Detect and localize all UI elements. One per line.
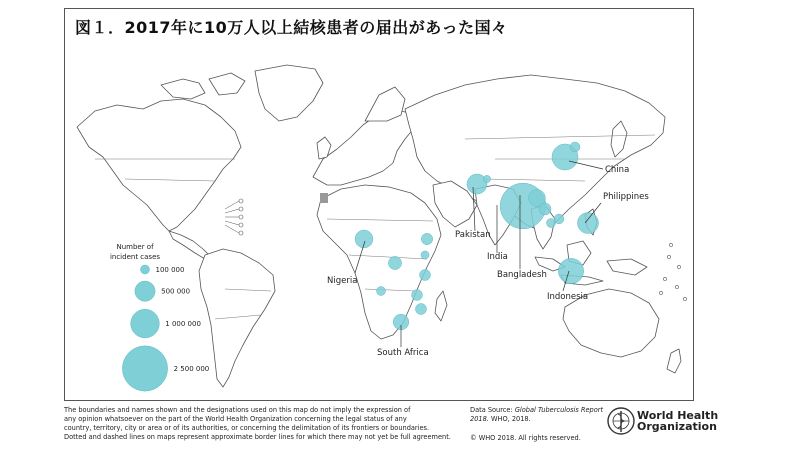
legend-bubble (140, 265, 149, 274)
legend-label: 100 000 (155, 266, 185, 275)
legend-bubble (135, 281, 155, 301)
source-title: Global Tuberculosis Report 2018. (470, 406, 604, 423)
madagascar-land (435, 291, 447, 321)
map-title: 図１．2017年に10万人以上結核患者の届出があった国々 (75, 18, 508, 37)
who-emblem-icon (606, 406, 636, 436)
label-indonesia: Indonesia (547, 292, 589, 302)
label-nigeria: Nigeria (327, 276, 358, 286)
bubble-ur-tanzania (412, 290, 423, 301)
south-america-land (199, 249, 275, 387)
who-name-line1: World Health (637, 409, 719, 422)
label-south-africa: South Africa (377, 348, 429, 358)
arctic-islands-land (161, 79, 205, 99)
new-zealand-land (667, 349, 681, 373)
bubble-dr-congo (388, 256, 401, 269)
disclaimer-line: The boundaries and names shown and the designations used on this map do not imply the expression of (64, 406, 411, 414)
label-india: India (487, 252, 508, 262)
legend-items (122, 265, 209, 391)
legend-label: 500 000 (161, 287, 191, 296)
disclaimer-line: country, territory, city or area or of its authorities, or concerning the delimitation of its frontiers or boundaries. (64, 424, 430, 432)
legend-title-line2: incident cases (109, 253, 161, 261)
bubble-dpr-korea (570, 142, 580, 152)
bubble-mozambique (415, 303, 426, 314)
label-pakistan: Pakistan (455, 230, 491, 240)
new-guinea-land (607, 259, 647, 275)
disputed-area (320, 193, 328, 203)
bubble-indonesia (558, 258, 583, 283)
who-name (637, 410, 718, 432)
legend (110, 243, 209, 391)
caribbean-island-dots (239, 199, 243, 235)
label-philippines: Philippines (603, 192, 649, 202)
world-map (65, 9, 694, 401)
legend-bubble (131, 309, 160, 338)
north-america-land (77, 99, 241, 231)
legend-label: 1 000 000 (165, 320, 201, 329)
disclaimer-line: Dotted and dashed lines on maps represent approximate border lines for which there may not yet be full agreement. (64, 433, 451, 441)
legend-bubble (122, 346, 167, 391)
bubble-thailand (546, 218, 555, 227)
bubble-philippines (577, 212, 598, 233)
bubble-kenya (420, 270, 431, 281)
bubble-myanmar (539, 203, 551, 215)
footer-disclaimer (64, 406, 454, 442)
bubble-ethiopia (421, 233, 432, 244)
legend-title-line1: Number of (116, 243, 154, 251)
disclaimer-line: any opinion whatsoever on the part of the World Health Organization concerning the legal status of any (64, 415, 407, 423)
source-suffix: WHO, 2018. (488, 415, 531, 423)
who-name-line2: Organization (637, 420, 717, 433)
arctic-islands-land-2 (209, 73, 245, 95)
scandinavia-land (365, 87, 405, 121)
bubble-uganda (421, 251, 429, 259)
label-bangladesh: Bangladesh (497, 270, 547, 280)
label-china: China (605, 165, 630, 175)
legend-label: 2 500 000 (173, 364, 210, 373)
bubble-afghanistan (483, 175, 490, 182)
copyright: © WHO 2018. All rights reserved. (470, 434, 581, 442)
data-source (470, 406, 605, 424)
greenland-land (255, 65, 323, 121)
pacific-island-dots (659, 243, 686, 300)
africa-land (317, 185, 441, 339)
bubble-angola (376, 286, 385, 295)
source-prefix: Data Source: (470, 406, 515, 414)
map-frame (64, 8, 694, 401)
